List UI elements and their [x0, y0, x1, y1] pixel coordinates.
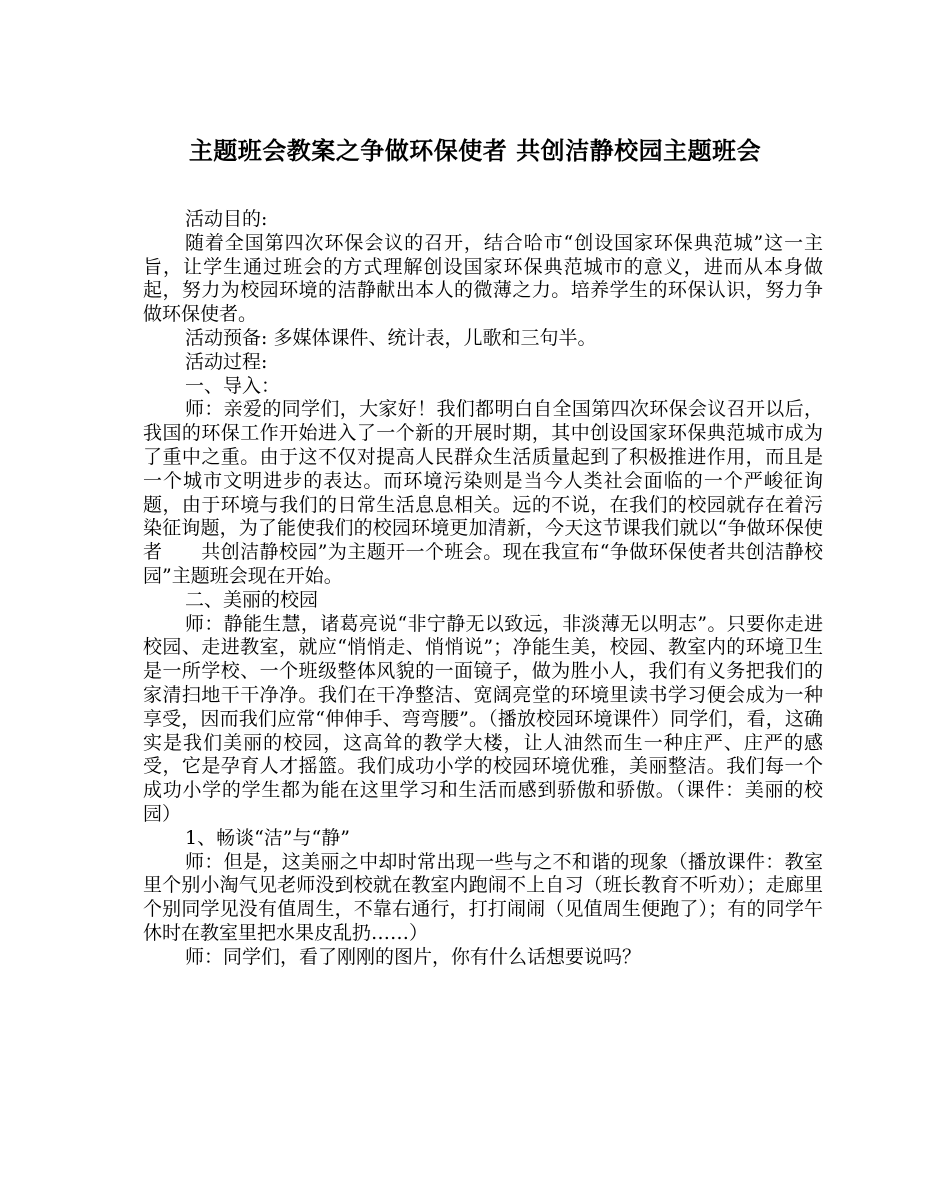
paragraph-activity-purpose-heading: 活动目的: — [185, 208, 268, 230]
paragraph-activity-preparation: 活动预备: 多媒体课件、统计表，儿歌和三句半。 — [185, 326, 597, 349]
paragraph-section-beautiful-campus-heading: 二、美丽的校园 — [185, 588, 319, 611]
document-body — [143, 208, 823, 970]
paragraph-activity-purpose: 随着全国第四次环保会议的召开，结合哈市“创设国家环保典范城”这一主旨，让学生通过班会的方式理解创设国家环保典范城市的意义，进而从本身做起，努力为校园环境的洁静献出本人的微薄之力。培养学生的环保认识，努力争做环保使者。 — [143, 231, 823, 326]
paragraph-teacher-disharmony: 师：但是，这美丽之中却时常出现一些与之不和谐的现象（播放课件：教室里个别小淘气见老师没到校就在教室内跑闹不上自习（班长教育不听劝）；走廊里个别同学见没有值周生，不靠右通行，打打闹闹（见值周生便跑了）；有的同学午休时在教室里把水果皮乱扔……） — [143, 850, 823, 944]
paragraph-teacher-intro: 师：亲爱的同学们，大家好！我们都明白自全国第四次环保会议召开以后，我国的环保工作开始进入了一个新的开展时期，其中创设国家环保典范城市成为了重中之重。由于这不仅对提高人民群众生活质量起到了积极推进作用，而且是一个城市文明进步的表达。而环境污染则是当今人类社会面临的一个严峻征询题，由于环境与我们的日常生活息息相关。远的不说，在我们的校园就存在着污染征询题，为了能使我们的校园环境更加清新，今天这节课我们就以“争做环保使者 共创洁静校园”为主题开一个班会。现在我宣布“争做环保使者共创洁静校园”主题班会现在开始。 — [143, 398, 823, 587]
document-title: 主题班会教案之争做环保使者 共创洁静校园主题班会 — [188, 136, 762, 165]
paragraph-teacher-question: 师：同学们，看了刚刚的图片，你有什么话想要说吗？ — [185, 945, 642, 968]
paragraph-section-intro-heading: 一、导入： — [185, 374, 281, 397]
paragraph-teacher-campus: 师：静能生慧，诸葛亮说“非宁静无以致远，非淡薄无以明志”。只要你走进校园、走进教室，就应“悄悄走、悄悄说”；净能生美，校园、教室内的环境卫生是一所学校、一个班级整体风貌的一面镜子，做为胜小人，我们有义务把我们的家清扫地干干净净。我们在干净整洁、宽阔亮堂的环境里读书学习便会成为一种享受，因而我们应常“伸伸手、弯弯腰”。（播放校园环境课件）同学们，看，这确实是我们美丽的校园，这高耸的教学大楼，让人油然而生一种庄严、庄严的感受，它是孕育人才摇篮。我们成功小学的校园环境优雅，美丽整洁。我们每一个成功小学的学生都为能在这里学习和生活而感到骄傲和骄傲。（课件：美丽的校园） — [143, 612, 823, 825]
paragraph-activity-process-heading: 活动过程: — [185, 350, 268, 373]
paragraph-subsection-clean-quiet: 1、畅谈“洁”与“静” — [185, 826, 350, 849]
